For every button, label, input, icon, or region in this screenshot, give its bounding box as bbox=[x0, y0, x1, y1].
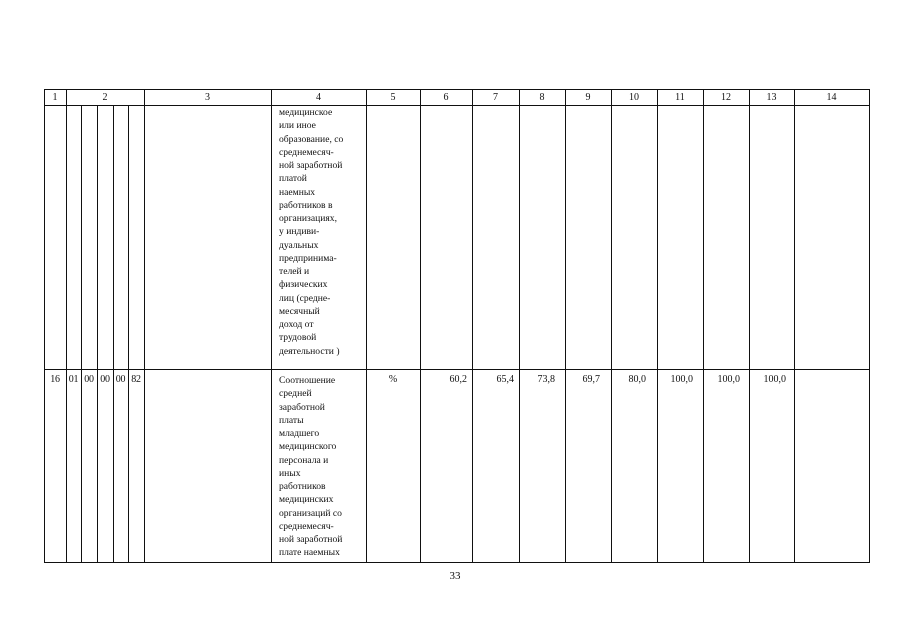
header-col-8: 8 bbox=[539, 92, 545, 103]
value-cell: 100,0 bbox=[717, 374, 740, 385]
indicator-text-row-16: Соотношение средней заработной платы младшего медицинского персонала и иных работников медицинских организаций со среднемесяч- ной заработной плате наемных bbox=[279, 375, 343, 559]
col-border bbox=[66, 89, 67, 563]
col-border bbox=[44, 89, 45, 563]
value-cell: 65,4 bbox=[496, 374, 514, 385]
header-col-14: 14 bbox=[826, 92, 837, 103]
code-cell: 00 bbox=[84, 374, 94, 385]
header-col-1: 1 bbox=[52, 92, 58, 103]
header-col-4: 4 bbox=[316, 92, 321, 103]
code-subdivider bbox=[128, 105, 129, 563]
header-col-11: 11 bbox=[675, 92, 685, 103]
code-subdivider bbox=[81, 105, 82, 563]
value-cell: 100,0 bbox=[670, 374, 693, 385]
table-bottom-border bbox=[44, 562, 870, 563]
col-border bbox=[565, 89, 566, 563]
col-border bbox=[703, 89, 704, 563]
col-border bbox=[472, 89, 473, 563]
col-border bbox=[657, 89, 658, 563]
col-border bbox=[869, 89, 870, 563]
col-border bbox=[794, 89, 795, 563]
header-col-10: 10 bbox=[629, 92, 639, 103]
col-border bbox=[271, 89, 272, 563]
row-separator bbox=[44, 369, 870, 370]
col-border bbox=[420, 89, 421, 563]
header-col-2: 2 bbox=[102, 92, 108, 103]
header-bottom-border bbox=[44, 105, 870, 106]
header-col-7: 7 bbox=[493, 92, 498, 103]
code-subdivider bbox=[113, 105, 114, 563]
code-cell: 16 bbox=[50, 374, 60, 385]
header-col-3: 3 bbox=[205, 92, 210, 103]
value-cell: 60,2 bbox=[449, 374, 467, 385]
col-border bbox=[611, 89, 612, 563]
header-col-13: 13 bbox=[766, 92, 777, 103]
header-col-12: 12 bbox=[721, 92, 731, 103]
code-cell: 82 bbox=[131, 374, 141, 385]
value-cell: 100,0 bbox=[763, 374, 786, 385]
col-border bbox=[749, 89, 750, 563]
header-col-5: 5 bbox=[390, 92, 396, 103]
value-cell: 80,0 bbox=[628, 374, 646, 385]
table-top-border bbox=[44, 89, 870, 90]
page-number: 33 bbox=[449, 570, 461, 582]
col-border bbox=[366, 89, 367, 563]
col-border bbox=[144, 89, 145, 563]
unit-cell: % bbox=[388, 374, 398, 385]
code-cell: 01 bbox=[68, 374, 79, 385]
indicator-text-continued: медицинское или иное образование, со среднемесяч- ной заработной платой наемных работников в организациях, у индиви- дуальных предпринима- телей и физических лиц (средне- месячный доход от трудовой деятельности ) bbox=[279, 107, 344, 357]
value-cell: 73,8 bbox=[537, 374, 555, 385]
header-col-6: 6 bbox=[443, 92, 449, 103]
col-border bbox=[519, 89, 520, 563]
code-subdivider bbox=[97, 105, 98, 563]
code-cell: 00 bbox=[115, 374, 126, 385]
value-cell: 69,7 bbox=[582, 374, 600, 385]
code-cell: 00 bbox=[100, 374, 110, 385]
header-col-9: 9 bbox=[585, 92, 591, 103]
